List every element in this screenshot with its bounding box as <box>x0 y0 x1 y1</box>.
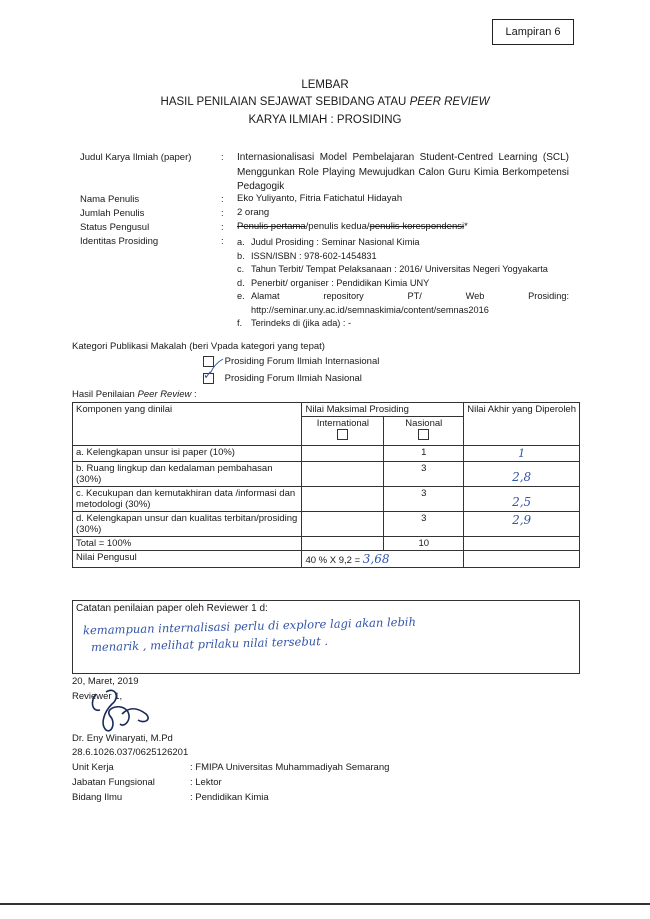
nama-colon: : <box>221 194 224 205</box>
row-nasional: 3 <box>384 487 464 512</box>
kategori-option-label: Prosiding Forum Ilmiah Internasional <box>224 356 380 368</box>
kategori-option-label: Prosiding Forum Ilmiah Nasional <box>224 373 362 385</box>
header-nasional <box>384 417 464 446</box>
header-international-label: International <box>316 418 370 429</box>
jabatan-label: Jabatan Fungsional <box>72 777 155 788</box>
item-text: Penerbit/ organiser : Pendidikan Kimia UNY <box>251 277 430 288</box>
header-komponen: Komponen yang dinilai <box>73 403 302 446</box>
item-text: ISSN/ISBN : 978-602-1454831 <box>251 250 377 261</box>
title-line2-text: HASIL PENILAIAN SEJAWAT SEBIDANG ATAU <box>160 96 410 108</box>
identitas-item <box>237 236 569 250</box>
table-row <box>73 487 580 512</box>
check-mark-icon: ✓ <box>203 368 214 382</box>
item-text: Alamat repository PT/ Web Prosiding: http://seminar.uny.ac.id/semnaskimia/content/semnas2016 <box>251 291 569 315</box>
lampiran-box: Lampiran 6 <box>492 19 574 45</box>
identitas-item <box>237 263 569 277</box>
status-value <box>237 220 468 234</box>
jumlah-value: 2 orang <box>237 207 270 218</box>
identitas-list <box>237 236 569 331</box>
signature-nip: 28.6.1026.037/0625126201 <box>72 747 189 758</box>
kategori-option-internasional[interactable] <box>203 356 379 367</box>
total-value: 10 <box>384 537 464 551</box>
row-komponen: b. Ruang lingkup dan kedalaman pembahasan (30%) <box>73 462 302 487</box>
row-nasional: 1 <box>384 446 464 462</box>
jumlah-colon: : <box>221 208 224 219</box>
unit-value: : FMIPA Universitas Muhammadiyah Semarang <box>190 762 390 773</box>
item-marker: a. <box>237 237 245 247</box>
table-pengusul-row <box>73 551 580 568</box>
bidang-label: Bidang Ilmu <box>72 792 123 803</box>
status-label: Status Pengusul <box>80 222 150 233</box>
total-international <box>302 537 384 551</box>
item-marker: c. <box>237 264 245 274</box>
row-international <box>302 487 384 512</box>
total-akhir <box>464 537 580 551</box>
total-label: Total = 100% <box>73 537 302 551</box>
hasil-label-text: Hasil Penilaian <box>72 389 138 400</box>
nama-value: Eko Yuliyanto, Fitria Fatichatul Hidayah <box>237 193 403 204</box>
kategori-label: Kategori Publikasi Makalah (beri Vpada kategori yang tepat) <box>72 341 325 352</box>
catatan-line1: kemampuan internalisasi perlu di explore lagi akan lebih <box>82 614 417 638</box>
row-komponen: d. Kelengkapan unsur dan kualitas terbitan/prosiding (30%) <box>73 512 302 537</box>
row-akhir: 1 <box>464 446 580 462</box>
judul-value: Internasionalisasi Model Pembelajaran Student-Centred Learning (SCL) Menggunkan Role Playing Mewujudkan Calon Guru Kimia Berkompetensi Pedagogik <box>237 152 569 192</box>
table-row <box>73 462 580 487</box>
item-marker: d. <box>237 277 245 288</box>
nama-label: Nama Penulis <box>80 194 140 205</box>
row-komponen: a. Kelengkapan unsur isi paper (10%) <box>73 446 302 462</box>
bidang-value: : Pendidikan Kimia <box>190 792 269 803</box>
identitas-item <box>237 317 569 331</box>
row-akhir: 2,9 <box>464 512 580 537</box>
pengusul-akhir <box>464 551 580 568</box>
signature-name: Dr. Eny Winaryati, M.Pd <box>72 733 173 744</box>
status-strike-first: Penulis pertama <box>237 221 306 232</box>
table-header-row <box>73 403 580 417</box>
checkbox-international-col[interactable] <box>337 429 348 440</box>
title-line1: LEMBAR <box>301 79 349 91</box>
row-nasional: 3 <box>384 512 464 537</box>
header-akhir: Nilai Akhir yang Diperoleh <box>464 403 580 446</box>
row-akhir: 2,8 <box>464 462 580 487</box>
status-strike-second: penulis korespondensi <box>369 221 465 232</box>
identitas-item <box>237 250 569 264</box>
title-line3: KARYA ILMIAH : PROSIDING <box>248 114 402 126</box>
status-mid: /penulis kedua/ <box>305 221 370 232</box>
table-row <box>73 446 580 462</box>
hasil-label-suffix: : <box>191 389 197 400</box>
checkbox-nasional-col[interactable] <box>418 429 429 440</box>
unit-label: Unit Kerja <box>72 762 114 773</box>
identitas-colon: : <box>221 236 224 247</box>
identitas-item <box>237 290 569 317</box>
catatan-line2: menarik , melihat prilaku nilai tersebut . <box>90 633 329 655</box>
title-line2-italic: PEER REVIEW <box>409 96 490 108</box>
row-komponen: c. Kecukupan dan kemutakhiran data /informasi dan metodologi (30%) <box>73 487 302 512</box>
jumlah-label: Jumlah Penulis <box>80 208 145 219</box>
row-akhir: 2,5 <box>464 487 580 512</box>
item-marker: e. <box>237 291 245 301</box>
catatan-box <box>72 600 580 674</box>
pengusul-calc <box>302 551 464 568</box>
kategori-option-nasional[interactable] <box>203 368 362 385</box>
header-nasional-label: Nasional <box>405 418 443 429</box>
row-international <box>302 446 384 462</box>
item-text: Tahun Terbit/ Tempat Pelaksanaan : 2016/ Universitas Negeri Yogyakarta <box>251 264 548 274</box>
row-international <box>302 462 384 487</box>
hasil-label-italic: Peer Review <box>137 389 192 400</box>
item-marker: f. <box>237 318 243 328</box>
pengusul-label: Nilai Pengusul <box>73 551 302 568</box>
table-row <box>73 512 580 537</box>
judul-label: Judul Karya Ilmiah (paper) <box>80 152 192 163</box>
signature-reviewer: Reviewer 1, <box>72 691 123 702</box>
row-nasional: 3 <box>384 462 464 487</box>
item-text: Terindeks di (jika ada) : - <box>251 318 352 328</box>
review-table <box>72 402 580 568</box>
status-tail: * <box>464 221 468 232</box>
catatan-title: Catatan penilaian paper oleh Reviewer 1 d: <box>76 603 268 614</box>
pengusul-value: 3,68 <box>362 552 390 566</box>
identitas-item <box>237 277 569 291</box>
table-total-row <box>73 537 580 551</box>
title-line2 <box>0 96 650 108</box>
bottom-divider <box>0 903 650 905</box>
judul-colon: : <box>221 152 224 163</box>
hasil-label <box>72 389 197 400</box>
header-nilai-max: Nilai Maksimal Prosiding <box>302 403 464 417</box>
item-text: Judul Prosiding : Seminar Nasional Kimia <box>251 237 420 247</box>
jabatan-value: : Lektor <box>190 777 222 788</box>
item-marker: b. <box>237 250 245 261</box>
signature-date: 20, Maret, 2019 <box>72 676 139 687</box>
row-international <box>302 512 384 537</box>
header-international <box>302 417 384 446</box>
handwritten-check-stroke-icon <box>208 358 224 376</box>
pengusul-formula: 40 % X 9,2 = <box>305 555 361 566</box>
status-colon: : <box>221 222 224 233</box>
identitas-label: Identitas Prosiding <box>80 236 159 247</box>
